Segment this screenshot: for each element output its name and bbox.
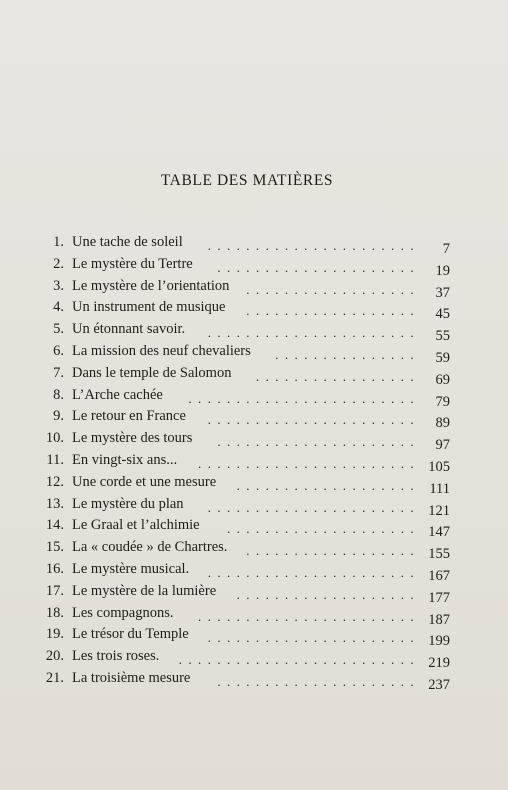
chapter-title: La « coudée » de Chartres.: [72, 539, 228, 556]
dot-leader: ......................: [207, 325, 420, 341]
toc-entry: [20, 496, 450, 518]
chapter-number: 5.: [53, 321, 64, 338]
chapter-number: 21.: [45, 669, 64, 686]
chapter-number: 17.: [45, 582, 64, 599]
chapter-number: 12.: [45, 473, 64, 490]
chapter-number: 4.: [53, 299, 64, 316]
toc-entry: [20, 299, 450, 321]
toc-entry: [20, 387, 450, 409]
chapter-title: Une tache de soleil: [72, 234, 183, 250]
dot-leader: .......................: [198, 608, 420, 624]
page-number: 105: [428, 458, 450, 475]
toc-entry: [20, 452, 450, 474]
chapter-title: Dans le temple de Salomon: [72, 364, 232, 381]
chapter-number: 19.: [45, 626, 64, 643]
toc-entry: [20, 605, 450, 627]
chapter-number: 1.: [53, 234, 64, 250]
chapter-title: Le Graal et l’alchimie: [72, 517, 200, 534]
page-number: 177: [428, 589, 450, 606]
dot-leader: .........................: [178, 652, 420, 668]
page-number: 7: [442, 241, 450, 257]
dot-leader: ......................: [207, 630, 420, 646]
chapter-number: 20.: [45, 648, 64, 665]
toc-entry: [20, 517, 450, 539]
dot-leader: .................: [255, 368, 420, 384]
dot-leader: ......................: [207, 238, 420, 253]
chapter-title: Les compagnons.: [72, 604, 174, 621]
dot-leader: .....................: [217, 673, 420, 689]
chapter-title: L’Arche cachée: [72, 386, 163, 403]
toc-entry: [20, 408, 450, 430]
page-number: 59: [435, 349, 450, 366]
chapter-number: 7.: [53, 364, 64, 381]
dot-leader: ......................: [207, 412, 420, 428]
page-number: 111: [429, 480, 450, 497]
chapter-number: 13.: [45, 495, 64, 512]
toc-entry: [20, 256, 450, 278]
chapter-number: 16.: [45, 560, 64, 577]
chapter-number: 3.: [53, 277, 64, 294]
page-number: 155: [428, 546, 450, 563]
toc-entry: [20, 365, 450, 387]
page-number: 45: [435, 306, 450, 323]
chapter-title: Le trésor du Temple: [72, 626, 189, 643]
chapter-title: Un instrument de musique: [72, 299, 226, 316]
toc-entry: [20, 474, 450, 496]
chapter-title: Le mystère de l’orientation: [72, 277, 230, 294]
dot-leader: ..................: [246, 281, 420, 297]
page-number: 147: [428, 524, 450, 541]
dot-leader: ......................: [207, 564, 420, 580]
toc-entry: [20, 626, 450, 648]
chapter-number: 8.: [53, 386, 64, 403]
chapter-number: 2.: [53, 255, 64, 272]
dot-leader: .....................: [217, 259, 420, 275]
dot-leader: ...................: [236, 586, 420, 602]
dot-leader: .......................: [198, 455, 420, 471]
toc-entry: [20, 670, 450, 692]
chapter-number: 9.: [53, 408, 64, 425]
chapter-title: Le retour en France: [72, 408, 186, 425]
page-number: 55: [435, 328, 450, 345]
page-number: 37: [435, 284, 450, 301]
page-number: 121: [428, 502, 450, 519]
page-number: 237: [428, 676, 450, 693]
toc-entry: [20, 539, 450, 561]
dot-leader: ..................: [246, 303, 420, 319]
chapter-number: 18.: [45, 604, 64, 621]
dot-leader: ......................: [207, 499, 420, 515]
toc-entry: [20, 561, 450, 583]
chapter-title: Le mystère de la lumière: [72, 582, 217, 599]
toc-entry: [20, 648, 450, 670]
chapter-number: 15.: [45, 539, 64, 556]
chapter-title: Le mystère musical.: [72, 560, 190, 577]
page-number: 199: [428, 633, 450, 650]
toc-entry: [20, 278, 450, 300]
chapter-title: Le mystère des tours: [72, 430, 193, 447]
page-number: 89: [435, 415, 450, 432]
chapter-title: Les trois roses.: [72, 648, 160, 665]
chapter-number: 10.: [45, 430, 64, 447]
chapter-title: Une corde et une mesure: [72, 473, 217, 490]
page-title: TABLE DES MATIÈRES: [160, 172, 334, 189]
toc-entry: [20, 343, 450, 365]
page-number: 167: [428, 567, 450, 584]
dot-leader: .....................: [217, 434, 420, 450]
page-number: 79: [435, 393, 450, 410]
page-number: 219: [428, 655, 450, 672]
chapter-number: 6.: [53, 342, 64, 359]
page-number: 187: [428, 611, 450, 628]
page-number: 97: [435, 437, 450, 454]
toc-entry: [20, 430, 450, 452]
toc-entry: [20, 321, 450, 343]
dot-leader: ...................: [236, 477, 420, 493]
toc-entry: [20, 583, 450, 605]
chapter-title: Un étonnant savoir.: [72, 321, 186, 338]
toc-entry: [20, 234, 450, 256]
dot-leader: ..................: [246, 543, 420, 559]
page-number: 69: [435, 371, 450, 388]
chapter-number: 11.: [46, 451, 64, 468]
chapter-title: Le mystère du plan: [72, 495, 184, 512]
page-number: 19: [435, 262, 450, 279]
chapter-number: 14.: [45, 517, 64, 534]
chapter-title: La troisième mesure: [72, 669, 191, 686]
chapter-title: En vingt-six ans...: [72, 451, 178, 468]
dot-leader: ...............: [275, 346, 420, 362]
dot-leader: ....................: [227, 521, 420, 537]
table-of-contents: [20, 234, 450, 692]
chapter-title: Le mystère du Tertre: [72, 255, 193, 272]
dot-leader: ........................: [188, 390, 420, 406]
chapter-title: La mission des neuf chevaliers: [72, 342, 251, 359]
